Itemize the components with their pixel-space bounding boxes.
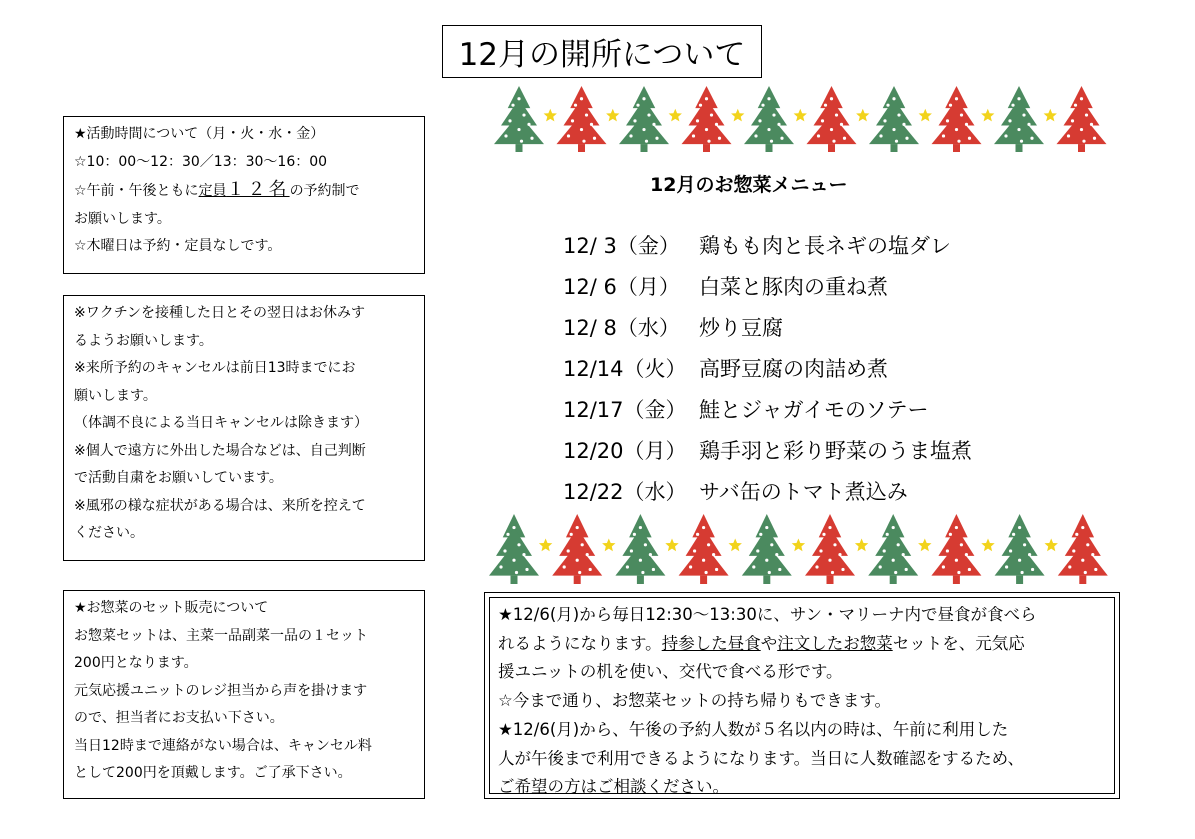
menu-item-date: 12/ 8（水） bbox=[563, 316, 680, 340]
menu-item-dish: 炒り豆腐 bbox=[699, 316, 783, 340]
christmas-tree-icon bbox=[805, 514, 855, 584]
notice-line: 援ユニットの机を使い、交代で食べる形です。 bbox=[498, 662, 843, 682]
rules-line: ※風邪の様な症状がある場合は、来所を控えて bbox=[74, 497, 366, 514]
menu-item-date: 12/22（水） bbox=[563, 480, 687, 504]
menu-item bbox=[563, 472, 972, 513]
menu-item-date: 12/ 3（金） bbox=[563, 234, 680, 258]
star-icon bbox=[729, 539, 742, 552]
notice-line: れるようになります。持参した昼食や注文したお惣菜セットを、元気応 bbox=[498, 633, 1025, 653]
rules-line: で活動自粛をお願いしています。 bbox=[74, 470, 283, 486]
star-icon bbox=[981, 539, 994, 552]
christmas-tree-icon bbox=[615, 514, 665, 584]
hours-request: お願いします。 bbox=[74, 210, 171, 227]
rules-line: るようお願いします。 bbox=[74, 332, 213, 349]
hours-times: ☆10：00〜12：30／13：30〜16：00 bbox=[74, 153, 328, 170]
menu-item-date: 12/ 6（月） bbox=[563, 275, 680, 299]
rules-line: ※個人で遠方に外出した場合などは、自己判断 bbox=[74, 442, 366, 459]
menu-item-dish: 鶏もも肉と長ネギの塩ダレ bbox=[699, 234, 951, 258]
christmas-tree-icon bbox=[744, 86, 794, 152]
star-icon bbox=[981, 109, 994, 122]
rules-line: （体調不良による当日キャンセルは除きます） bbox=[74, 415, 368, 431]
star-icon bbox=[794, 109, 807, 122]
notice-line: ★12/6(月)から毎日12:30〜13:30に、サン・マリーナ内で昼食が食べら bbox=[498, 605, 1037, 624]
christmas-tree-icon bbox=[931, 514, 981, 584]
menu-item-date: 12/17（金） bbox=[563, 398, 687, 422]
set-sale-line: 当日12時まで連絡がない場合は、キャンセル料 bbox=[74, 737, 372, 754]
rules-line: ください。 bbox=[74, 525, 144, 541]
christmas-tree-icon bbox=[1057, 86, 1107, 152]
hours-heading: ★活動時間について（月・火・水・金） bbox=[74, 126, 325, 142]
menu-item bbox=[563, 226, 972, 267]
christmas-tree-icon bbox=[494, 86, 544, 152]
star-icon bbox=[855, 539, 868, 552]
menu-item-dish: サバ缶のトマト煮込み bbox=[699, 480, 908, 504]
christmas-tree-icon bbox=[682, 86, 732, 152]
christmas-tree-icon bbox=[995, 514, 1045, 584]
star-icon bbox=[544, 109, 557, 122]
notice-line: 人が午後まで利用できるようになります。当日に人数確認をするため、 bbox=[498, 748, 1025, 768]
set-sale-line: 元気応援ユニットのレジ担当から声を掛けます bbox=[74, 682, 368, 699]
star-icon bbox=[792, 539, 805, 552]
menu-item-dish: 鶏手羽と彩り野菜のうま塩煮 bbox=[699, 439, 972, 463]
rules-line: ※来所予約のキャンセルは前日13時までにお bbox=[74, 360, 356, 376]
notice-line: ☆今まで通り、お惣菜セットの持ち帰りもできます。 bbox=[498, 691, 891, 711]
rules-line: ※ワクチンを接種した日とその翌日はお休みす bbox=[74, 305, 366, 321]
star-icon bbox=[856, 109, 869, 122]
hours-capacity: ☆午前・午後ともに定員１２名の予約制で bbox=[74, 179, 360, 200]
christmas-tree-icon bbox=[619, 86, 669, 152]
menu-heading: 12月のお惣菜メニュー bbox=[650, 174, 848, 196]
set-sale-box bbox=[63, 590, 425, 799]
christmas-tree-icon bbox=[932, 86, 982, 152]
hours-thursday: ☆木曜日は予約・定員なしです。 bbox=[74, 238, 282, 254]
menu-item-date: 12/14（火） bbox=[563, 357, 687, 381]
menu-item bbox=[563, 390, 972, 431]
set-sale-line: ★お惣菜のセット販売について bbox=[74, 600, 269, 616]
star-icon bbox=[602, 539, 615, 552]
star-icon bbox=[731, 109, 744, 122]
set-sale-line: 200円となります。 bbox=[74, 655, 198, 671]
star-icon bbox=[919, 109, 932, 122]
page-title: 12月の開所について bbox=[442, 25, 762, 78]
star-icon bbox=[1045, 539, 1058, 552]
rules-box bbox=[63, 295, 425, 561]
christmas-tree-icon bbox=[557, 86, 607, 152]
notice-line: ★12/6(月)から、午後の予約人数が５名以内の時は、午前に利用した bbox=[498, 719, 1009, 739]
star-icon bbox=[539, 539, 552, 552]
menu-item bbox=[563, 431, 972, 472]
star-icon bbox=[665, 539, 678, 552]
christmas-tree-icon bbox=[868, 514, 918, 584]
rules-line: 願いします。 bbox=[74, 387, 157, 404]
notice-box bbox=[484, 592, 1120, 799]
activity-hours-box bbox=[63, 116, 425, 274]
star-icon bbox=[1044, 109, 1057, 122]
set-sale-line: として200円を頂戴します。ご了承下さい。 bbox=[74, 765, 352, 781]
menu-item-dish: 白菜と豚肉の重ね煮 bbox=[699, 275, 888, 299]
christmas-tree-icon bbox=[742, 514, 792, 584]
menu-list bbox=[563, 226, 972, 513]
menu-item bbox=[563, 308, 972, 349]
menu-item bbox=[563, 267, 972, 308]
christmas-tree-icon bbox=[679, 514, 729, 584]
menu-item-dish: 鮭とジャガイモのソテー bbox=[699, 398, 929, 422]
star-icon bbox=[606, 109, 619, 122]
star-icon bbox=[918, 539, 931, 552]
menu-item-date: 12/20（月） bbox=[563, 439, 687, 463]
christmas-tree-icon bbox=[552, 514, 602, 584]
christmas-tree-icon bbox=[489, 514, 539, 584]
christmas-tree-icon bbox=[869, 86, 919, 152]
christmas-tree-icon bbox=[807, 86, 857, 152]
tree-garland-top bbox=[490, 86, 1125, 156]
menu-item bbox=[563, 349, 972, 390]
tree-garland-bottom bbox=[485, 514, 1125, 586]
christmas-tree-icon bbox=[994, 86, 1044, 152]
set-sale-line: ので、担当者にお支払い下さい。 bbox=[74, 710, 284, 726]
christmas-tree-icon bbox=[1058, 514, 1108, 584]
set-sale-line: お惣菜セットは、主菜一品副菜一品の１セット bbox=[74, 627, 368, 644]
star-icon bbox=[669, 109, 682, 122]
notice-line: ご希望の方はご相談ください。 bbox=[498, 777, 729, 797]
menu-item-dish: 高野豆腐の肉詰め煮 bbox=[699, 357, 888, 381]
